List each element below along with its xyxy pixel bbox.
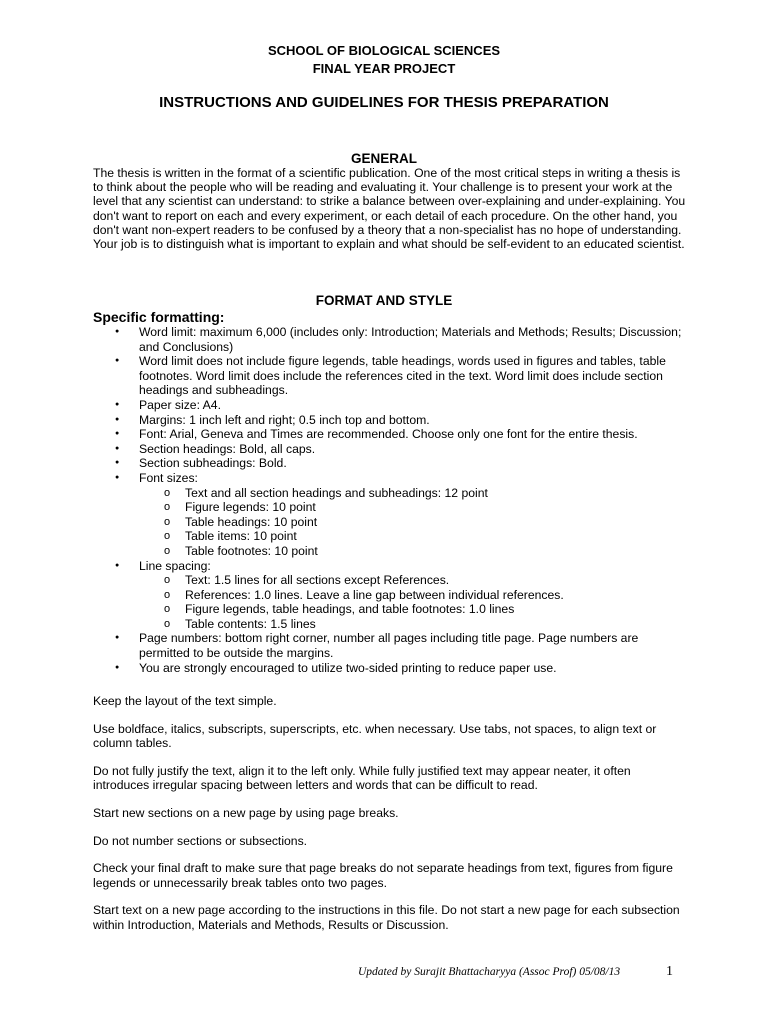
project-label: FINAL YEAR PROJECT [312, 61, 456, 76]
list-item [93, 398, 683, 413]
list-item-line-spacing [93, 559, 683, 632]
list-item-text: Margins: 1 inch left and right; 0.5 inch top and bottom. [139, 412, 430, 427]
list-item-text: Section subheadings: Bold. [139, 456, 287, 471]
sublist-item: o Text and all section headings and subheadings: 12 point [139, 486, 683, 501]
list-item-text: Page numbers: bottom right corner, number all pages including title page. Page numbers are permitted to be outside the margins. [139, 631, 639, 661]
updated-by-footer: Updated by Surajit Bhattacharyya (Assoc Prof) 05/08/13 [358, 966, 621, 978]
list-item-text: Word limit: maximum 6,000 (includes only: Introduction; Materials and Methods; Results; Discussion; and Conclusions) [139, 325, 682, 354]
sublist-item: o Table contents: 1.5 lines [139, 617, 683, 632]
list-item [93, 354, 683, 398]
list-item [93, 661, 683, 676]
list-item-text: Font sizes: [139, 470, 198, 485]
general-heading: GENERAL [350, 151, 417, 166]
document-title: INSTRUCTIONS AND GUIDELINES FOR THESIS PREPARATION [159, 94, 609, 111]
line-spacing-sublist [139, 573, 683, 631]
list-item-text: Line spacing: [139, 558, 211, 573]
sublist-item: o Figure legends, table headings, and table footnotes: 1.0 lines [139, 602, 683, 617]
list-item-font-sizes [93, 471, 683, 559]
general-paragraph: The thesis is written in the format of a scientific publication. One of the most critical steps in writing a thesis is to think about the people who will be reading and evaluating it. Your challenge is to present your work at the level that any scientist can understand: to strike a balance between over-explaining and under-explaining. You don't want to report on each and every experiment, or each detail of each procedure. On the other hand, you don't want non-expert readers to be confused by a theory that a non-specialist has no hope of understanding. Your job is to distinguish what is important to explain and what should be self-evident to an educated scientist. [93, 166, 686, 252]
paragraph: Start new sections on a new page by using page breaks. [93, 805, 399, 820]
paragraph: Check your final draft to make sure that page breaks do not separate headings from text, figures from figure legends or unnecessarily break tables onto two pages. [93, 861, 673, 890]
sublist-item: o Table headings: 10 point [139, 515, 683, 530]
list-item-text: Paper size: A4. [139, 397, 221, 412]
paragraph: Do not fully justify the text, align it to the left only. While fully justified text may appear neater, it often introduces irregular spacing between letters and words that can be difficult to read. [93, 763, 631, 793]
paragraph: Use boldface, italics, subscripts, superscripts, etc. when necessary. Use tabs, not spaces, to align text or column tables. [93, 721, 657, 751]
list-item [93, 427, 683, 442]
font-sizes-sublist [139, 486, 683, 559]
specific-formatting-subheading: Specific formatting: [93, 309, 225, 325]
list-item [93, 413, 683, 428]
sublist-item: o Table items: 10 point [139, 529, 683, 544]
list-item [93, 631, 683, 660]
list-item [93, 456, 683, 471]
list-item [93, 325, 683, 354]
paragraph: Start text on a new page according to the instructions in this file. Do not start a new page for each subsection within Introduction, Materials and Methods, Results or Discussion. [93, 903, 680, 932]
school-name: SCHOOL OF BIOLOGICAL SCIENCES [267, 43, 501, 58]
sublist-item: o References: 1.0 lines. Leave a line gap between individual references. [139, 588, 683, 603]
sublist-item: o Text: 1.5 lines for all sections except References. [139, 573, 683, 588]
sublist-item: o Table footnotes: 10 point [139, 544, 683, 559]
list-item-text: Section headings: Bold, all caps. [139, 441, 316, 456]
list-item [93, 442, 683, 457]
format-style-heading: FORMAT AND STYLE [315, 293, 453, 308]
list-item-text: Font: Arial, Geneva and Times are recommended. Choose only one font for the entire thesis. [139, 427, 638, 442]
list-item-text: Word limit does not include figure legends, table headings, words used in figures and tables, table footnotes. Word limit does include the references cited in the text. Word limit does include section headings and subheadings. [139, 354, 666, 398]
formatting-list [93, 325, 683, 675]
guideline-paragraphs [93, 694, 683, 946]
sublist-item: o Figure legends: 10 point [139, 500, 683, 515]
paragraph: Keep the layout of the text simple. [93, 694, 277, 708]
list-item-text: You are strongly encouraged to utilize two-sided printing to reduce paper use. [139, 660, 557, 675]
paragraph: Do not number sections or subsections. [93, 833, 308, 848]
page-number: 1 [666, 964, 673, 979]
